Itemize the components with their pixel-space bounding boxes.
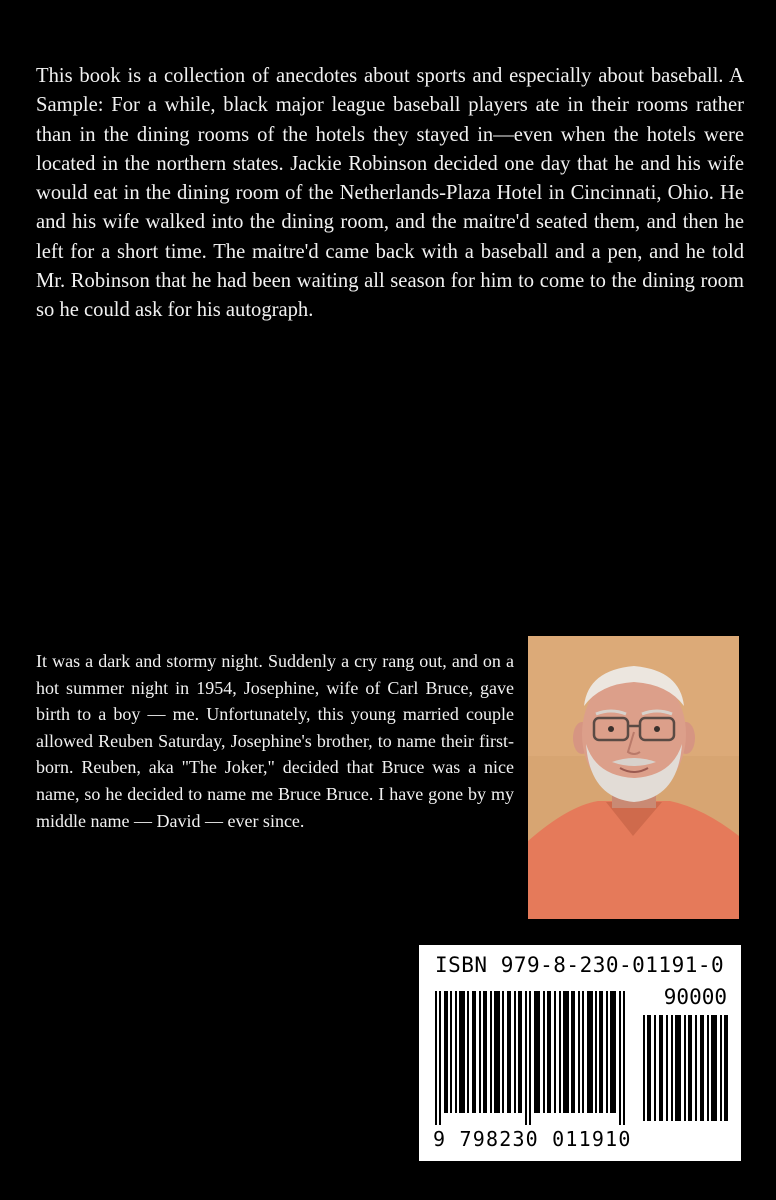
- isbn-label: ISBN 979-8-230-01191-0: [435, 953, 725, 977]
- ean-barcode-bars: [435, 991, 635, 1125]
- back-cover-blurb: This book is a collection of anecdotes about sports and especially about baseball. A Sample: For a while, black major league baseball players ate in their rooms rather than in the dining rooms of the hotels they stayed in—even when the hotels were located in the northern states. Jackie Robinson decided one day that he and his wife would eat in the dining room of the Netherlands-Plaza Hotel in Cincinnati, Ohio. He and his wife walked into the dining room, and the maitre'd seated them, and then he left for a short time. The maitre'd came back with a baseball and a pen, and he told Mr. Robinson that he had been waiting all season for him to come to the dining room so he could ask for his autograph.: [36, 65, 744, 322]
- price-addon-bars: [643, 1015, 729, 1121]
- author-bio: It was a dark and stormy night. Suddenly a cry rang out, and on a hot summer night in 1954, Josephine, wife of Carl Bruce, gave birth to a boy — me. Unfortunately, this young married couple allowed Reuben Saturday, Josephine's brother, to name their first-born. Reuben, aka "The Joker," decided that Bruce was a nice name, so he decided to name me Bruce Bruce. I have gone by my middle name — David — ever since.: [36, 651, 514, 831]
- price-code: 90000: [663, 985, 727, 1009]
- isbn-barcode: [419, 945, 741, 1161]
- author-photo: [528, 636, 739, 919]
- ean-digits: 9 798230 011910: [433, 1127, 632, 1151]
